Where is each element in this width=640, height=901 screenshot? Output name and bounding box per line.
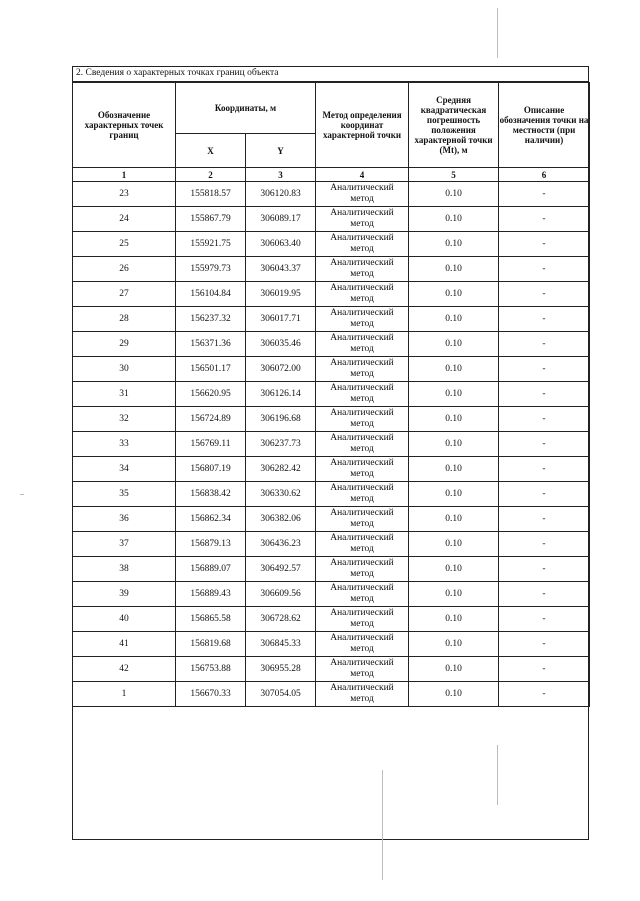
mean-error-cell: 0.10 — [409, 207, 499, 232]
mean-error-cell: 0.10 — [409, 532, 499, 557]
table-row — [73, 657, 590, 682]
method-cell — [316, 632, 409, 657]
table-row — [73, 582, 590, 607]
method-line-1: Аналитический — [330, 633, 394, 643]
method-line-1: Аналитический — [330, 458, 394, 468]
x-coordinate-cell: 156889.43 — [176, 582, 246, 607]
x-coordinate-cell: 156838.42 — [176, 482, 246, 507]
y-coordinate-cell: 306196.68 — [246, 407, 316, 432]
table-row — [73, 507, 590, 532]
y-coordinate-cell: 306492.57 — [246, 557, 316, 582]
mean-error-cell: 0.10 — [409, 507, 499, 532]
y-coordinate-cell: 306728.62 — [246, 607, 316, 632]
x-coordinate-cell: 155818.57 — [176, 182, 246, 207]
method-line-1: Аналитический — [330, 383, 394, 393]
method-line-2: метод — [350, 394, 374, 404]
method-line-2: метод — [350, 269, 374, 279]
point-cell: 26 — [73, 257, 176, 282]
mean-error-cell: 0.10 — [409, 682, 499, 707]
y-coordinate-cell: 306955.28 — [246, 657, 316, 682]
method-line-1: Аналитический — [330, 208, 394, 218]
method-line-2: метод — [350, 494, 374, 504]
description-cell: - — [499, 332, 590, 357]
method-line-2: метод — [350, 544, 374, 554]
y-coordinate-cell: 306089.17 — [246, 207, 316, 232]
description-cell: - — [499, 282, 590, 307]
method-line-2: метод — [350, 444, 374, 454]
y-coordinate-cell: 306035.46 — [246, 332, 316, 357]
table-row — [73, 332, 590, 357]
scan-artifact — [497, 745, 498, 805]
x-coordinate-cell: 156865.58 — [176, 607, 246, 632]
mean-error-cell: 0.10 — [409, 182, 499, 207]
method-cell — [316, 482, 409, 507]
description-cell: - — [499, 382, 590, 407]
table-row — [73, 532, 590, 557]
table-row — [73, 207, 590, 232]
method-line-1: Аналитический — [330, 683, 394, 693]
table-row — [73, 182, 590, 207]
method-line-1: Аналитический — [330, 608, 394, 618]
table-row — [73, 382, 590, 407]
header-description: Описание обозначения точки на местности (при наличии) — [499, 83, 590, 168]
point-cell: 24 — [73, 207, 176, 232]
table-row — [73, 232, 590, 257]
y-coordinate-cell: 306382.06 — [246, 507, 316, 532]
description-cell: - — [499, 182, 590, 207]
y-coordinate-cell: 307054.05 — [246, 682, 316, 707]
description-cell: - — [499, 532, 590, 557]
x-coordinate-cell: 155867.79 — [176, 207, 246, 232]
mean-error-cell: 0.10 — [409, 232, 499, 257]
column-number: 3 — [246, 168, 316, 182]
table-row — [73, 632, 590, 657]
method-cell — [316, 457, 409, 482]
point-cell: 41 — [73, 632, 176, 657]
x-coordinate-cell: 156104.84 — [176, 282, 246, 307]
method-line-1: Аналитический — [330, 508, 394, 518]
point-cell: 39 — [73, 582, 176, 607]
method-cell — [316, 682, 409, 707]
method-line-1: Аналитический — [330, 558, 394, 568]
mean-error-cell: 0.10 — [409, 432, 499, 457]
mean-error-cell: 0.10 — [409, 582, 499, 607]
method-line-1: Аналитический — [330, 433, 394, 443]
method-line-2: метод — [350, 669, 374, 679]
column-number: 5 — [409, 168, 499, 182]
method-line-1: Аналитический — [330, 533, 394, 543]
method-line-1: Аналитический — [330, 283, 394, 293]
scan-artifact — [382, 770, 383, 880]
method-line-1: Аналитический — [330, 408, 394, 418]
scan-artifact — [20, 494, 24, 495]
method-line-2: метод — [350, 594, 374, 604]
mean-error-cell: 0.10 — [409, 482, 499, 507]
description-cell: - — [499, 357, 590, 382]
method-line-1: Аналитический — [330, 233, 394, 243]
mean-error-cell: 0.10 — [409, 632, 499, 657]
mean-error-cell: 0.10 — [409, 282, 499, 307]
table-row — [73, 357, 590, 382]
method-line-2: метод — [350, 369, 374, 379]
scan-artifact — [497, 8, 498, 58]
x-coordinate-cell: 155979.73 — [176, 257, 246, 282]
description-cell: - — [499, 407, 590, 432]
x-coordinate-cell: 156769.11 — [176, 432, 246, 457]
point-cell: 31 — [73, 382, 176, 407]
method-cell — [316, 282, 409, 307]
table-row — [73, 457, 590, 482]
description-cell: - — [499, 582, 590, 607]
method-line-2: метод — [350, 344, 374, 354]
method-line-2: метод — [350, 419, 374, 429]
x-coordinate-cell: 156371.36 — [176, 332, 246, 357]
point-cell: 35 — [73, 482, 176, 507]
method-line-1: Аналитический — [330, 583, 394, 593]
description-cell: - — [499, 682, 590, 707]
mean-error-cell: 0.10 — [409, 307, 499, 332]
column-number: 4 — [316, 168, 409, 182]
header-x: X — [176, 134, 246, 168]
method-cell — [316, 532, 409, 557]
point-cell: 38 — [73, 557, 176, 582]
table-row — [73, 407, 590, 432]
y-coordinate-cell: 306436.23 — [246, 532, 316, 557]
method-line-2: метод — [350, 219, 374, 229]
method-line-2: метод — [350, 194, 374, 204]
y-coordinate-cell: 306120.83 — [246, 182, 316, 207]
header-method: Метод определения координат характерной точки — [316, 83, 409, 168]
x-coordinate-cell: 156862.34 — [176, 507, 246, 532]
method-cell — [316, 582, 409, 607]
column-number: 6 — [499, 168, 590, 182]
y-coordinate-cell: 306017.71 — [246, 307, 316, 332]
method-line-2: метод — [350, 244, 374, 254]
x-coordinate-cell: 156879.13 — [176, 532, 246, 557]
point-cell: 37 — [73, 532, 176, 557]
description-cell: - — [499, 207, 590, 232]
method-line-2: метод — [350, 644, 374, 654]
method-cell — [316, 332, 409, 357]
point-cell: 40 — [73, 607, 176, 632]
y-coordinate-cell: 306063.40 — [246, 232, 316, 257]
y-coordinate-cell: 306072.00 — [246, 357, 316, 382]
description-cell: - — [499, 632, 590, 657]
method-line-1: Аналитический — [330, 483, 394, 493]
method-line-1: Аналитический — [330, 658, 394, 668]
y-coordinate-cell: 306237.73 — [246, 432, 316, 457]
method-line-2: метод — [350, 619, 374, 629]
point-cell: 36 — [73, 507, 176, 532]
y-coordinate-cell: 306019.95 — [246, 282, 316, 307]
method-line-2: метод — [350, 294, 374, 304]
header-y: Y — [246, 134, 316, 168]
x-coordinate-cell: 156807.19 — [176, 457, 246, 482]
mean-error-cell: 0.10 — [409, 382, 499, 407]
mean-error-cell: 0.10 — [409, 357, 499, 382]
y-coordinate-cell: 306609.56 — [246, 582, 316, 607]
table-row — [73, 282, 590, 307]
method-line-1: Аналитический — [330, 333, 394, 343]
point-cell: 32 — [73, 407, 176, 432]
method-line-1: Аналитический — [330, 183, 394, 193]
description-cell: - — [499, 457, 590, 482]
method-cell — [316, 207, 409, 232]
method-cell — [316, 382, 409, 407]
mean-error-cell: 0.10 — [409, 557, 499, 582]
x-coordinate-cell: 156724.89 — [176, 407, 246, 432]
method-line-2: метод — [350, 694, 374, 704]
x-coordinate-cell: 155921.75 — [176, 232, 246, 257]
mean-error-cell: 0.10 — [409, 657, 499, 682]
method-cell — [316, 407, 409, 432]
point-cell: 29 — [73, 332, 176, 357]
x-coordinate-cell: 156889.07 — [176, 557, 246, 582]
point-cell: 25 — [73, 232, 176, 257]
method-cell — [316, 357, 409, 382]
point-cell: 33 — [73, 432, 176, 457]
method-line-1: Аналитический — [330, 308, 394, 318]
method-line-2: метод — [350, 569, 374, 579]
header-coordinates: Координаты, м — [176, 83, 316, 134]
header-mean-error: Средняя квадратическая погрешность положения характерной точки (Mt), м — [409, 83, 499, 168]
description-cell: - — [499, 432, 590, 457]
description-cell: - — [499, 482, 590, 507]
mean-error-cell: 0.10 — [409, 407, 499, 432]
method-cell — [316, 182, 409, 207]
description-cell: - — [499, 307, 590, 332]
y-coordinate-cell: 306330.62 — [246, 482, 316, 507]
table-row — [73, 482, 590, 507]
point-cell: 30 — [73, 357, 176, 382]
method-cell — [316, 432, 409, 457]
method-cell — [316, 307, 409, 332]
method-cell — [316, 557, 409, 582]
method-cell — [316, 607, 409, 632]
header-point-designation: Обозначение характерных точек границ — [73, 83, 176, 168]
x-coordinate-cell: 156670.33 — [176, 682, 246, 707]
mean-error-cell: 0.10 — [409, 257, 499, 282]
y-coordinate-cell: 306043.37 — [246, 257, 316, 282]
description-cell: - — [499, 657, 590, 682]
boundary-points-table — [72, 82, 590, 707]
method-line-2: метод — [350, 469, 374, 479]
header-row-main — [73, 83, 590, 134]
point-cell: 28 — [73, 307, 176, 332]
point-cell: 23 — [73, 182, 176, 207]
point-cell: 27 — [73, 282, 176, 307]
column-number-row — [73, 168, 590, 182]
y-coordinate-cell: 306126.14 — [246, 382, 316, 407]
section-title: 2. Сведения о характерных точках границ объекта — [72, 66, 589, 82]
method-line-2: метод — [350, 519, 374, 529]
method-cell — [316, 232, 409, 257]
point-cell: 42 — [73, 657, 176, 682]
method-line-2: метод — [350, 319, 374, 329]
mean-error-cell: 0.10 — [409, 332, 499, 357]
point-cell: 1 — [73, 682, 176, 707]
column-number: 1 — [73, 168, 176, 182]
method-cell — [316, 257, 409, 282]
table-row — [73, 607, 590, 632]
column-number: 2 — [176, 168, 246, 182]
table-row — [73, 432, 590, 457]
description-cell: - — [499, 607, 590, 632]
x-coordinate-cell: 156819.68 — [176, 632, 246, 657]
method-cell — [316, 657, 409, 682]
x-coordinate-cell: 156620.95 — [176, 382, 246, 407]
x-coordinate-cell: 156501.17 — [176, 357, 246, 382]
mean-error-cell: 0.10 — [409, 457, 499, 482]
description-cell: - — [499, 232, 590, 257]
table-body — [73, 182, 590, 707]
x-coordinate-cell: 156753.88 — [176, 657, 246, 682]
y-coordinate-cell: 306282.42 — [246, 457, 316, 482]
point-cell: 34 — [73, 457, 176, 482]
method-line-1: Аналитический — [330, 258, 394, 268]
table-row — [73, 557, 590, 582]
mean-error-cell: 0.10 — [409, 607, 499, 632]
table-row — [73, 307, 590, 332]
method-line-1: Аналитический — [330, 358, 394, 368]
x-coordinate-cell: 156237.32 — [176, 307, 246, 332]
description-cell: - — [499, 257, 590, 282]
y-coordinate-cell: 306845.33 — [246, 632, 316, 657]
method-cell — [316, 507, 409, 532]
description-cell: - — [499, 557, 590, 582]
table-row — [73, 682, 590, 707]
table-row — [73, 257, 590, 282]
description-cell: - — [499, 507, 590, 532]
